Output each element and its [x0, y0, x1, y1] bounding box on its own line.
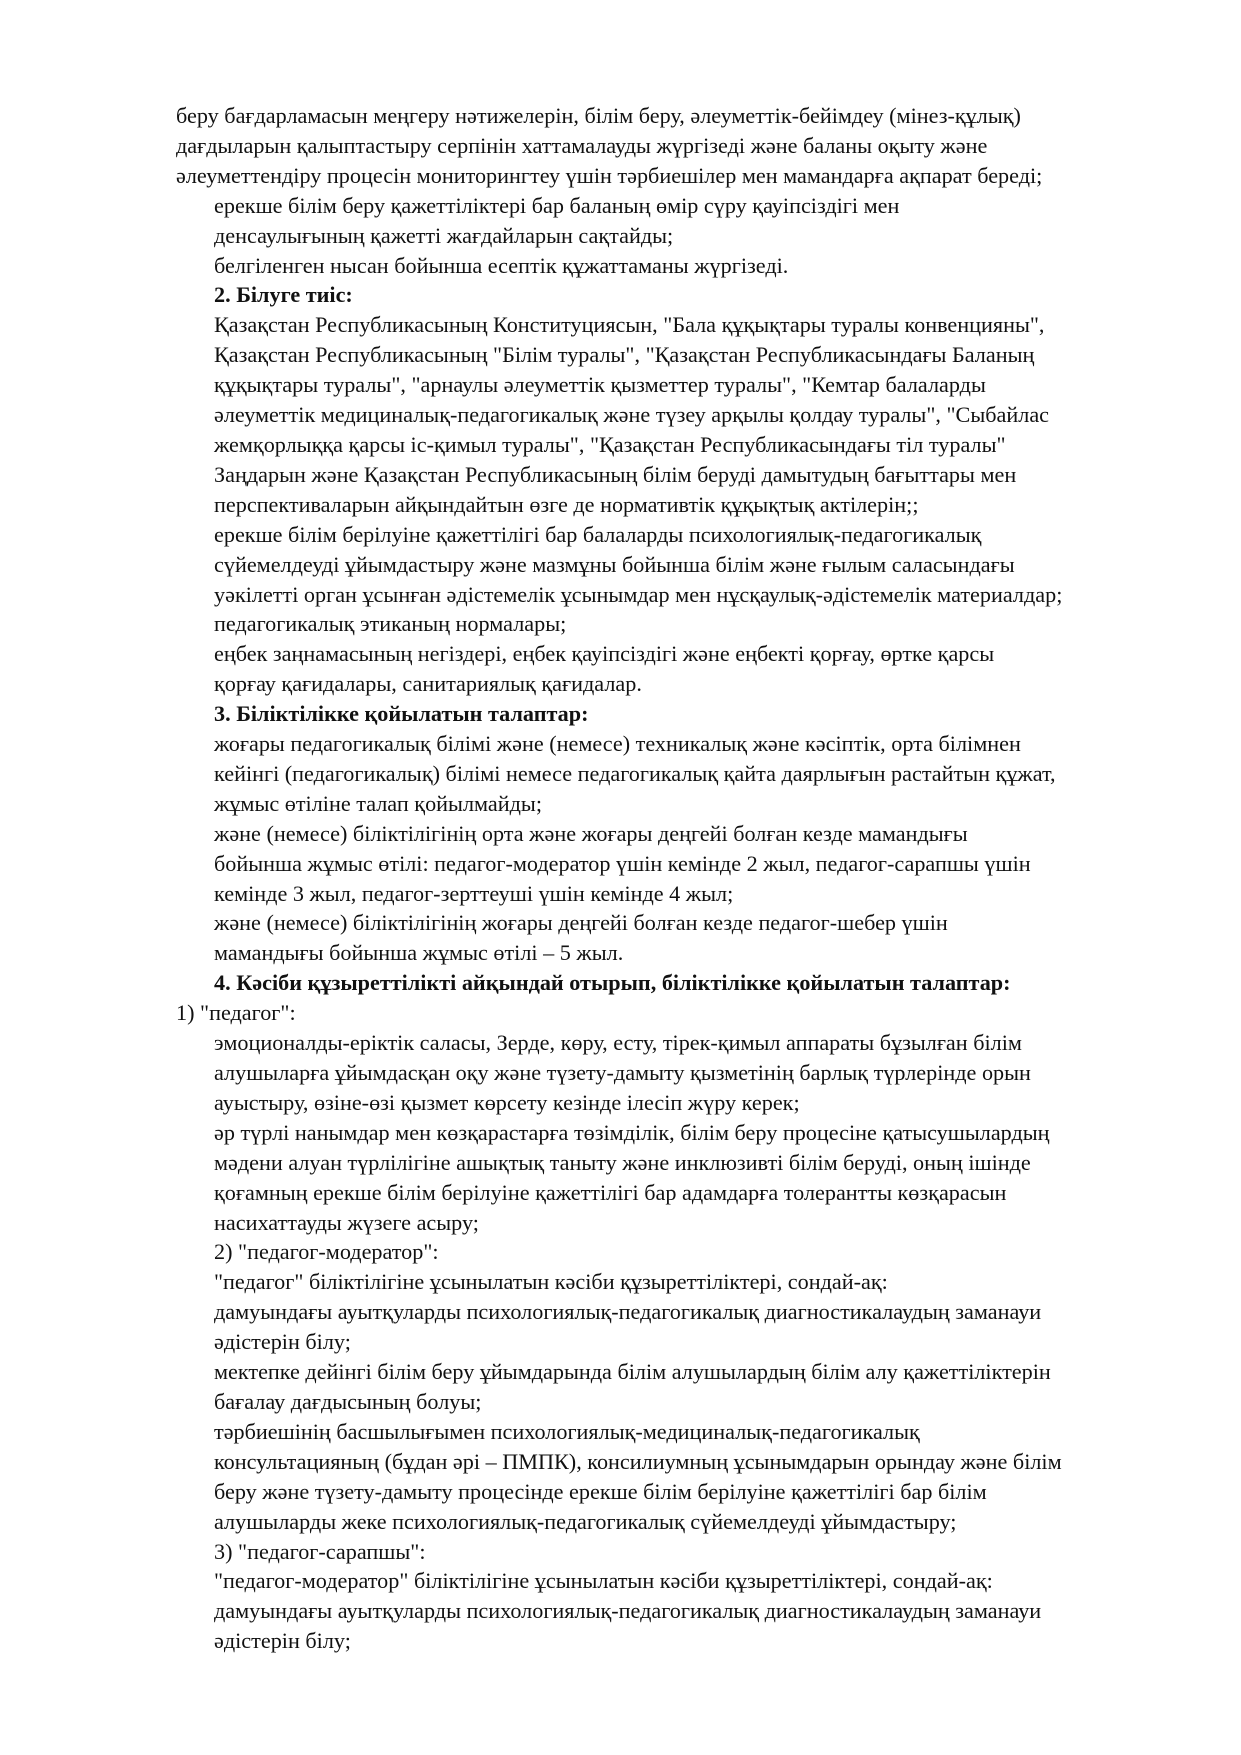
text-line: насихаттауды жүзеге асыру;: [214, 1209, 479, 1235]
paragraph: [176, 191, 1166, 251]
text-line: 2) "педагог-модератор":: [214, 1239, 439, 1265]
text-line: Қазақстан Республикасының "Білім туралы", "Қазақстан Республикасындағы Баланың: [214, 342, 1035, 368]
text-line: қоғамның ерекше білім берілуіне қажеттілігі бар адамдарға толерантты көзқарасын: [214, 1179, 1007, 1205]
text-line: Заңдарын және Қазақстан Республикасының білім беруді дамытудың бағыттары мен: [214, 461, 1017, 487]
section-heading: [176, 699, 1166, 729]
text-line: сүйемелдеуді ұйымдастыру және мазмұны бойынша білім және ғылым саласындағы: [214, 551, 1015, 577]
text-line: алушыларды жеке психологиялық-педагогикалық сүйемелдеуді ұйымдастыру;: [214, 1508, 957, 1534]
text-line: "педагог" біліктілігіне ұсынылатын кәсіби құзыреттіліктері, сондай-ақ:: [214, 1269, 888, 1295]
text-line: қорғау қағидалары, санитариялық қағидалар.: [214, 671, 642, 697]
paragraph: [176, 1417, 1166, 1537]
text-line: 3) "педагог-сарапшы":: [214, 1538, 426, 1564]
text-line: жұмыс өтіліне талап қойылмайды;: [214, 790, 542, 816]
paragraph: [176, 1537, 1166, 1567]
text-line: 4. Кәсіби құзыреттілікті айқындай отырып, біліктілікке қойылатын талаптар:: [214, 970, 1011, 996]
text-line: мектепке дейінгі білім беру ұйымдарында білім алушылардың білім алу қажеттіліктерін: [214, 1359, 1051, 1385]
text-line: әдістерін білу;: [214, 1628, 351, 1654]
text-line: ерекше білім беру қажеттіліктері бар баланың өмір сүру қауіпсіздігі мен: [214, 192, 900, 218]
paragraph: [176, 1596, 1166, 1656]
text-line: перспективаларын айқындайтын өзге де нормативтік құқықтық актілерін;;: [214, 491, 919, 517]
paragraph: [176, 819, 1166, 909]
text-line: Қазақстан Республикасының Конституциясын, "Бала құқықтары туралы конвенцияны",: [214, 312, 1045, 338]
text-line: жоғары педагогикалық білімі және (немесе) техникалық және кәсіптік, орта білімнен: [214, 731, 1021, 757]
text-line: денсаулығының қажетті жағдайларын сақтайды;: [214, 222, 674, 248]
text-line: құқықтары туралы", "арнаулы әлеуметтік қызметтер туралы", "Кемтар балаларды: [214, 372, 986, 398]
text-line: алушыларға ұйымдасқан оқу және түзету-дамыту қызметінің барлық түрлерінде орын: [214, 1060, 1031, 1085]
text-line: мәдени алуан түрлілігіне ашықтық таныту және инклюзивті білім беруді, оның ішінде: [214, 1149, 1031, 1175]
paragraph: [176, 520, 1166, 610]
text-line: кейінгі (педагогикалық) білімі немесе педагогикалық қайта даярлығын растайтын құжат,: [214, 760, 1056, 786]
text-line: әлеуметтендіру процесін мониторингтеу үшін тәрбиешілер мен мамандарға ақпарат береді;: [176, 162, 1043, 188]
text-line: дағдыларын қалыптастыру серпінін хаттамалауды жүргізеді және баланы оқыту және: [176, 132, 988, 158]
paragraph: [176, 1357, 1166, 1417]
text-line: еңбек заңнамасының негіздері, еңбек қауіпсіздігі және еңбекті қорғау, өртке қарсы: [214, 641, 995, 667]
paragraph: [176, 1297, 1166, 1357]
text-line: 2. Білуге тиіс:: [214, 282, 353, 308]
paragraph: [176, 1118, 1166, 1238]
section-heading: [176, 280, 1166, 310]
paragraph: [176, 908, 1166, 968]
text-line: 3. Біліктілікке қойылатын талаптар:: [214, 701, 589, 727]
text-line: әдістерін білу;: [214, 1329, 351, 1355]
paragraph: [176, 729, 1166, 819]
text-line: белгіленген нысан бойынша есептік құжаттаманы жүргізеді.: [214, 252, 789, 278]
text-line: дамуындағы ауытқуларды психологиялық-педагогикалық диагностикалаудың заманауи: [214, 1598, 1042, 1624]
text-line: әлеуметтік медициналық-педагогикалық және түзеу арқылы қолдау туралы", "Сыбайлас: [214, 402, 1050, 428]
text-line: және (немесе) біліктілігінің орта және жоғары деңгейі болған кезде мамандығы: [214, 820, 968, 846]
paragraph: [176, 639, 1166, 699]
paragraph: [176, 101, 1166, 191]
text-line: консультацияның (бұдан әрі – ПМПК), консилиумның ұсынымдарын орындау және білім: [214, 1448, 1062, 1474]
text-line: бойынша жұмыс өтілі: педагог-модератор үшін кемінде 2 жыл, педагог-сарапшы үшін: [214, 850, 1031, 876]
text-line: тәрбиешінің басшылығымен психологиялық-медициналық-педагогикалық: [214, 1418, 920, 1444]
text-line: уәкілетті орган ұсынған әдістемелік ұсынымдар мен нұсқаулық-әдістемелік материалдар;: [214, 581, 1063, 607]
text-line: беру бағдарламасын меңгеру нәтижелерін, білім беру, әлеуметтік-бейімдеу (мінез-құлық): [176, 103, 1021, 128]
text-line: дамуындағы ауытқуларды психологиялық-педагогикалық диагностикалаудың заманауи: [214, 1299, 1042, 1325]
paragraph: [176, 1566, 1166, 1596]
section-heading: [176, 968, 1166, 998]
paragraph: [176, 609, 1166, 639]
paragraph: [176, 1267, 1166, 1297]
paragraph: [176, 998, 1166, 1028]
text-line: педагогикалық этиканың нормалары;: [214, 611, 567, 637]
text-line: "педагог-модератор" біліктілігіне ұсынылатын кәсіби құзыреттіліктері, сондай-ақ:: [214, 1568, 993, 1594]
paragraph: [176, 1237, 1166, 1267]
text-line: 1) "педагог":: [176, 1000, 296, 1026]
paragraph: [176, 251, 1166, 281]
document-page: [176, 101, 1166, 1656]
text-line: жемқорлыққа қарсы іс-қимыл туралы", "Қазақстан Республикасындағы тіл туралы": [214, 431, 1006, 457]
text-line: ауыстыру, өзіне-өзі қызмет көрсету кезінде ілесіп жүру керек;: [214, 1089, 800, 1115]
text-line: ерекше білім берілуіне қажеттілігі бар балаларды психологиялық-педагогикалық: [214, 521, 982, 547]
text-line: және (немесе) біліктілігінің жоғары деңгейі болған кезде педагог-шебер үшін: [214, 910, 948, 936]
text-line: кемінде 3 жыл, педагог-зерттеуші үшін кемінде 4 жыл;: [214, 880, 734, 906]
text-line: эмоционалды-еріктік саласы, Зерде, көру, есту, тірек-қимыл аппараты бұзылған білім: [214, 1030, 1022, 1056]
paragraph: [176, 1028, 1166, 1118]
paragraph: [176, 310, 1166, 519]
text-line: әр түрлі нанымдар мен көзқарастарға төзімділік, білім беру процесіне қатысушылардың: [214, 1119, 1050, 1145]
text-line: бағалау дағдысының болуы;: [214, 1388, 482, 1414]
text-line: беру және түзету-дамыту процесінде ерекше білім берілуіне қажеттілігі бар білім: [214, 1478, 987, 1504]
text-line: мамандығы бойынша жұмыс өтілі – 5 жыл.: [214, 940, 624, 966]
